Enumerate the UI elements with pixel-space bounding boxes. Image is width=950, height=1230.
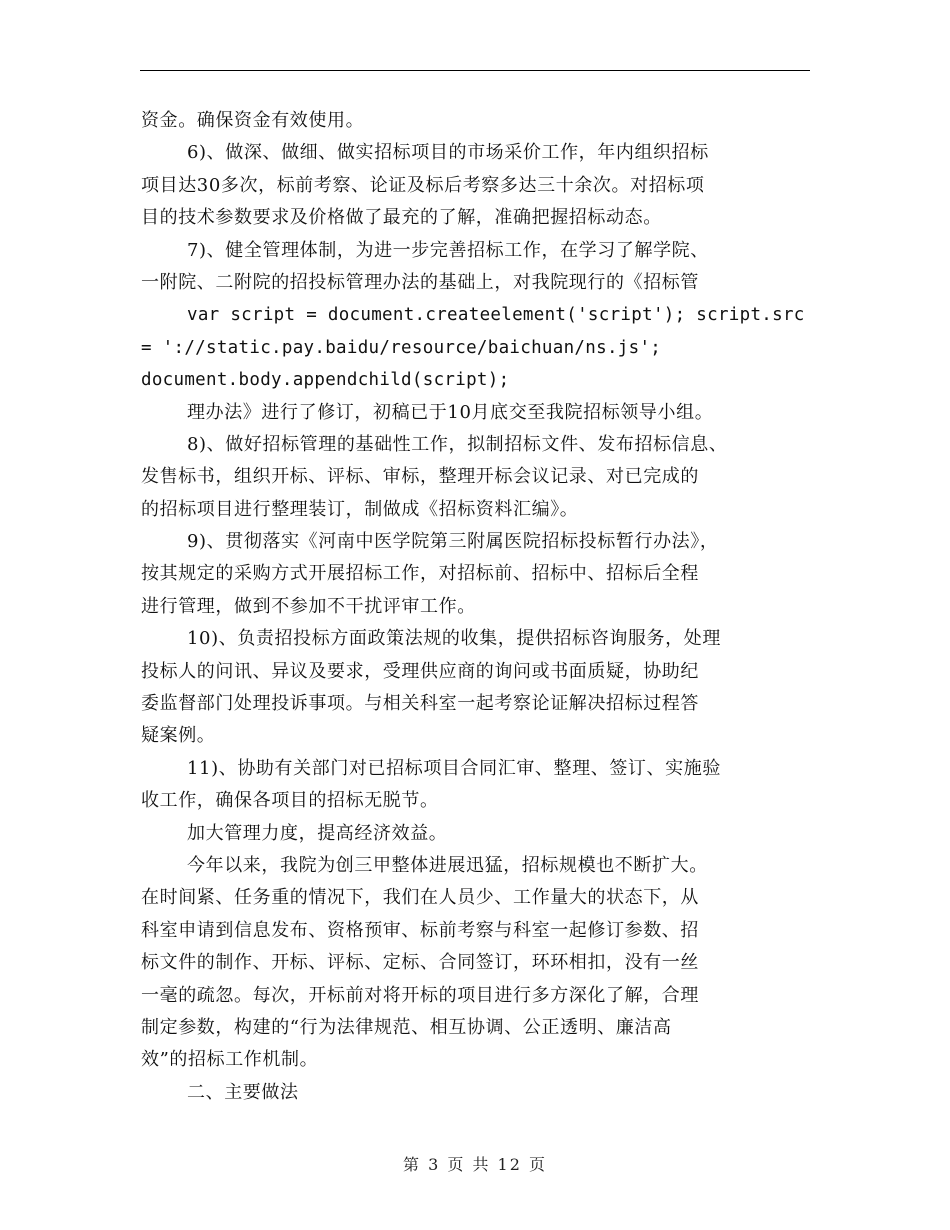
text-line: 效”的招标工作机制。 bbox=[141, 1049, 319, 1071]
text-line: 目的技术参数要求及价格做了最充的了解，准确把握招标动态。 bbox=[141, 207, 662, 229]
text-line: 资金。确保资金有效使用。 bbox=[141, 110, 365, 131]
text-line: 发售标书，组织开标、评标、审标，整理开标会议记录、对已完成的 bbox=[141, 466, 699, 488]
header-rule bbox=[140, 70, 810, 71]
text-line: 科室申请到信息发布、资格预审、标前考察与科室一起修订参数、招 bbox=[141, 919, 699, 941]
text-line: 按其规定的采购方式开展招标工作，对招标前、招标中、招标后全程 bbox=[141, 563, 699, 585]
text-line: 7)、健全管理体制，为进一步完善招标工作，在学习了解学院、 bbox=[187, 239, 709, 261]
text-line: 在时间紧、任务重的情况下，我们在人员少、工作量大的状态下，从 bbox=[141, 887, 699, 909]
code-snippet-line: var script = document.createelement('script'); script.src bbox=[187, 305, 805, 326]
page-number-footer: 第 3 页 共 12 页 bbox=[403, 1155, 547, 1174]
text-line: 理办法》进行了修订，初稿已于10月底交至我院招标领导小组。 bbox=[187, 401, 714, 423]
text-line: 投标人的问讯、异议及要求，受理供应商的询问或书面质疑，协助纪 bbox=[141, 660, 699, 682]
text-line: 6)、做深、做细、做实招标项目的市场采价工作，年内组织招标 bbox=[187, 142, 709, 164]
text-line: 一附院、二附院的招投标管理办法的基础上，对我院现行的《招标管 bbox=[141, 271, 699, 293]
text-line: 8)、做好招标管理的基础性工作，拟制招标文件、发布招标信息、 bbox=[187, 433, 728, 455]
text-line: 标文件的制作、开标、评标、定标、合同签订，环环相扣，没有一丝 bbox=[141, 952, 699, 974]
text-line: 委监督部门处理投诉事项。与相关科室一起考察论证解决招标过程答 bbox=[141, 693, 699, 715]
text-line: 今年以来，我院为创三甲整体进展迅猛，招标规模也不断扩大。 bbox=[187, 854, 708, 876]
text-line: 收工作，确保各项目的招标无脱节。 bbox=[141, 790, 439, 812]
text-line: 9)、贯彻落实《河南中医学院第三附属医院招标投标暂行办法》， bbox=[187, 531, 719, 553]
text-line: 二、主要做法 bbox=[187, 1081, 299, 1103]
text-line: 11)、协助有关部门对已招标项目合同汇审、整理、签订、实施验 bbox=[187, 757, 721, 779]
text-line: 进行管理，做到不参加不干扰评审工作。 bbox=[141, 595, 476, 617]
code-snippet-line: document.body.appendchild(script); bbox=[141, 370, 510, 391]
code-snippet-line: = '://static.pay.baidu/resource/baichuan/ns.js'; bbox=[141, 337, 662, 358]
text-line: 一毫的疏忽。每次，开标前对将开标的项目进行多方深化了解，合理 bbox=[141, 984, 699, 1006]
document-body bbox=[141, 105, 813, 1109]
text-line: 疑案例。 bbox=[141, 725, 216, 747]
text-line: 加大管理力度，提高经济效益。 bbox=[187, 822, 448, 844]
text-line: 的招标项目进行整理装订，制做成《招标资料汇编》。 bbox=[141, 498, 579, 520]
text-line: 制定参数，构建的“行为法律规范、相互协调、公正透明、廉洁高 bbox=[141, 1016, 672, 1038]
text-line: 项目达30多次，标前考察、论证及标后考察多达三十余次。对招标项 bbox=[141, 174, 705, 196]
text-line: 10)、负责招投标方面政策法规的收集，提供招标咨询服务，处理 bbox=[187, 628, 721, 650]
